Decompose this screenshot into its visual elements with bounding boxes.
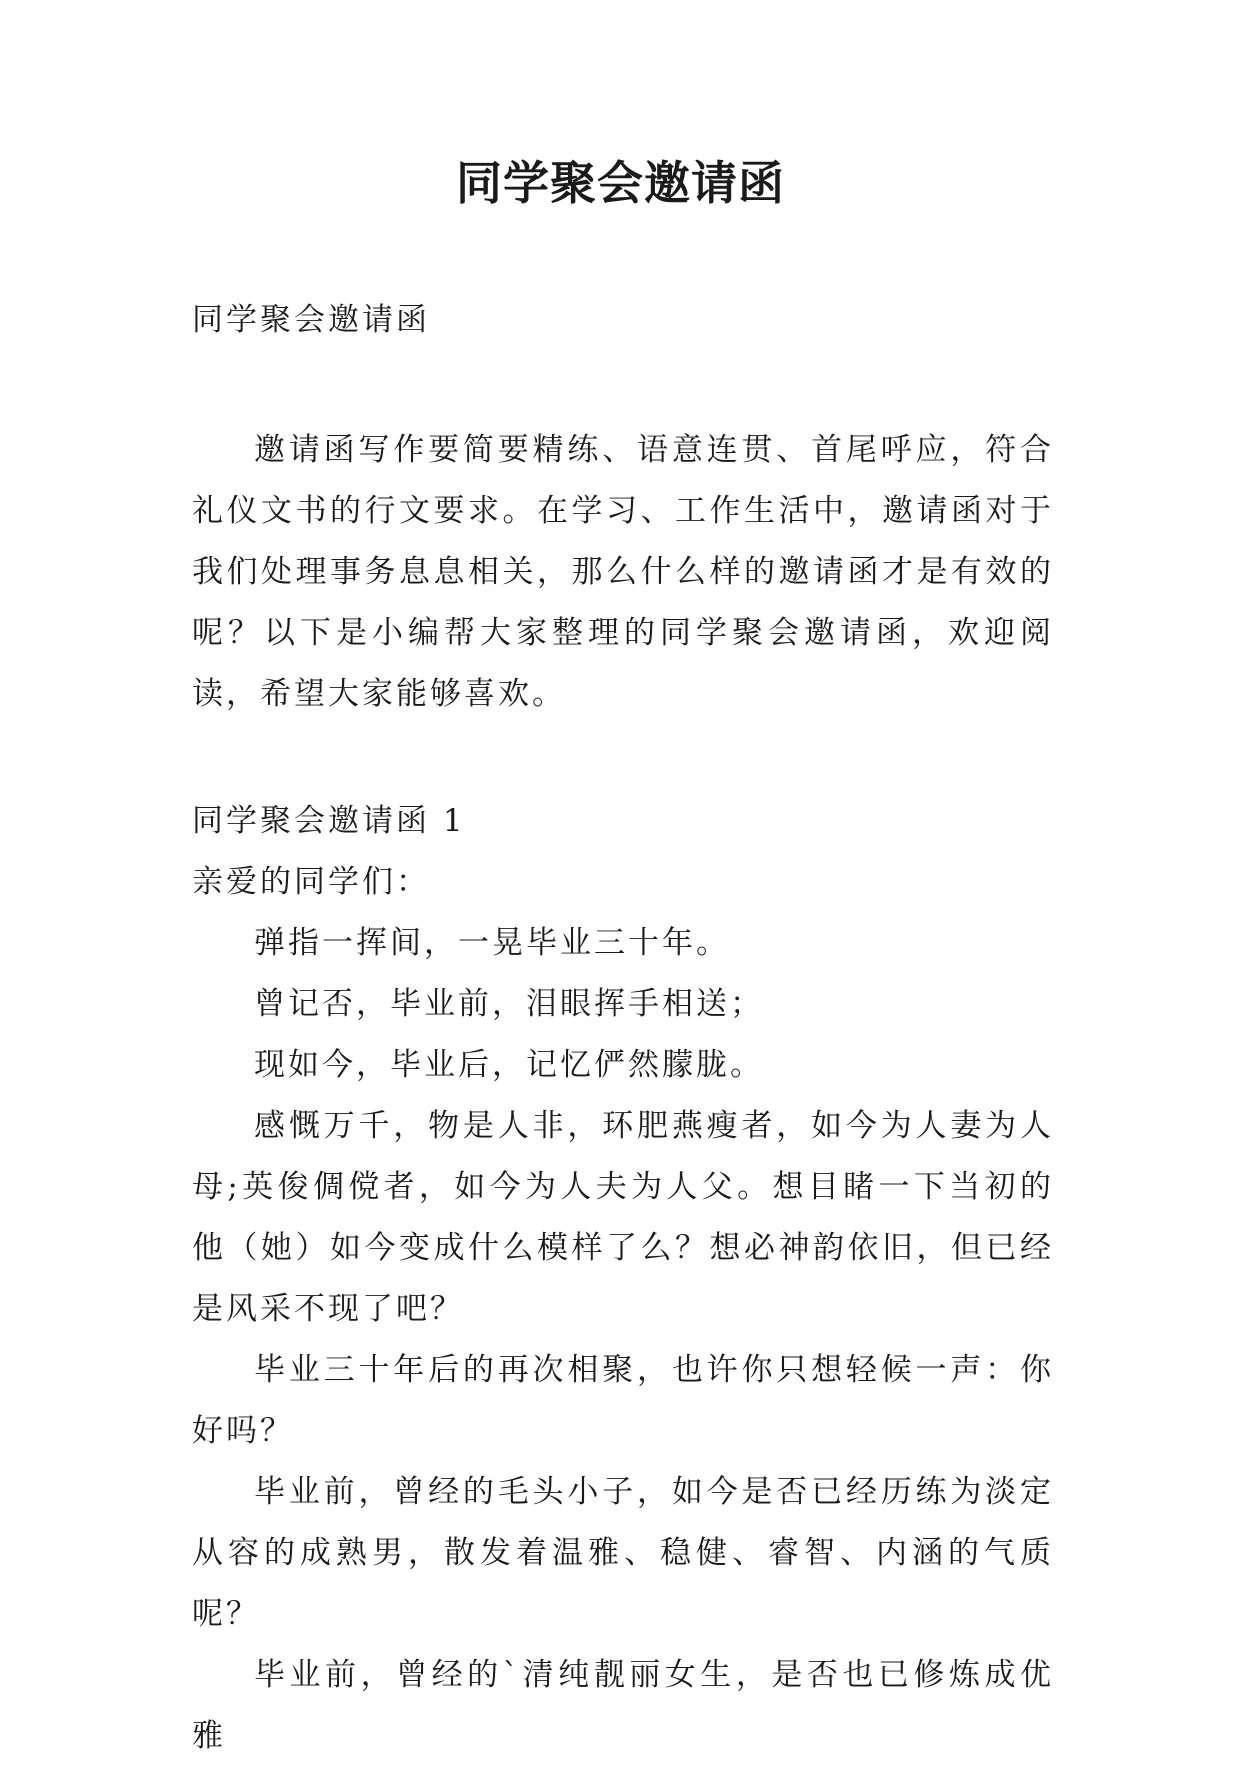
document-title: 同学聚会邀请函 (456, 156, 785, 210)
body-paragraph: 毕业前，曾经的毛头小子，如今是否已经历练为淡定从容的成熟男，散发着温雅、稳健、睿智、内涵的气质呢？ (192, 1474, 1054, 1632)
body-paragraph: 曾记否，毕业前，泪眼挥手相送； (254, 986, 764, 1022)
document-subtitle: 同学聚会邀请函 (192, 302, 430, 338)
body-paragraph: 毕业前，曾经的`清纯靓丽女生，是否也已修炼成优雅 (192, 1657, 1054, 1754)
document-body (192, 290, 1054, 1767)
intro-paragraph: 邀请函写作要简要精练、语意连贯、首尾呼应，符合礼仪文书的行文要求。在学习、工作生活中，邀请函对于我们处理事务息息相关，那么什么样的邀请函才是有效的呢？以下是小编帮大家整理的同学聚会邀请函，欢迎阅读，希望大家能够喜欢。 (192, 432, 1054, 712)
body-paragraph: 感慨万千，物是人非，环肥燕瘦者，如今为人妻为人母;英俊倜傥者，如今为人夫为人父。想目睹一下当初的他（她）如今变成什么模样了么？想必神韵依旧，但已经是风采不现了吧？ (192, 1108, 1054, 1327)
body-paragraph: 现如今，毕业后，记忆俨然朦胧。 (254, 1047, 764, 1083)
body-paragraph: 弹指一挥间，一晃毕业三十年。 (254, 925, 730, 961)
body-paragraph: 毕业三十年后的再次相聚，也许你只想轻候一声：你好吗？ (192, 1352, 1054, 1449)
section-heading: 同学聚会邀请函 1 (192, 803, 466, 839)
salutation: 亲爱的同学们： (192, 864, 430, 900)
